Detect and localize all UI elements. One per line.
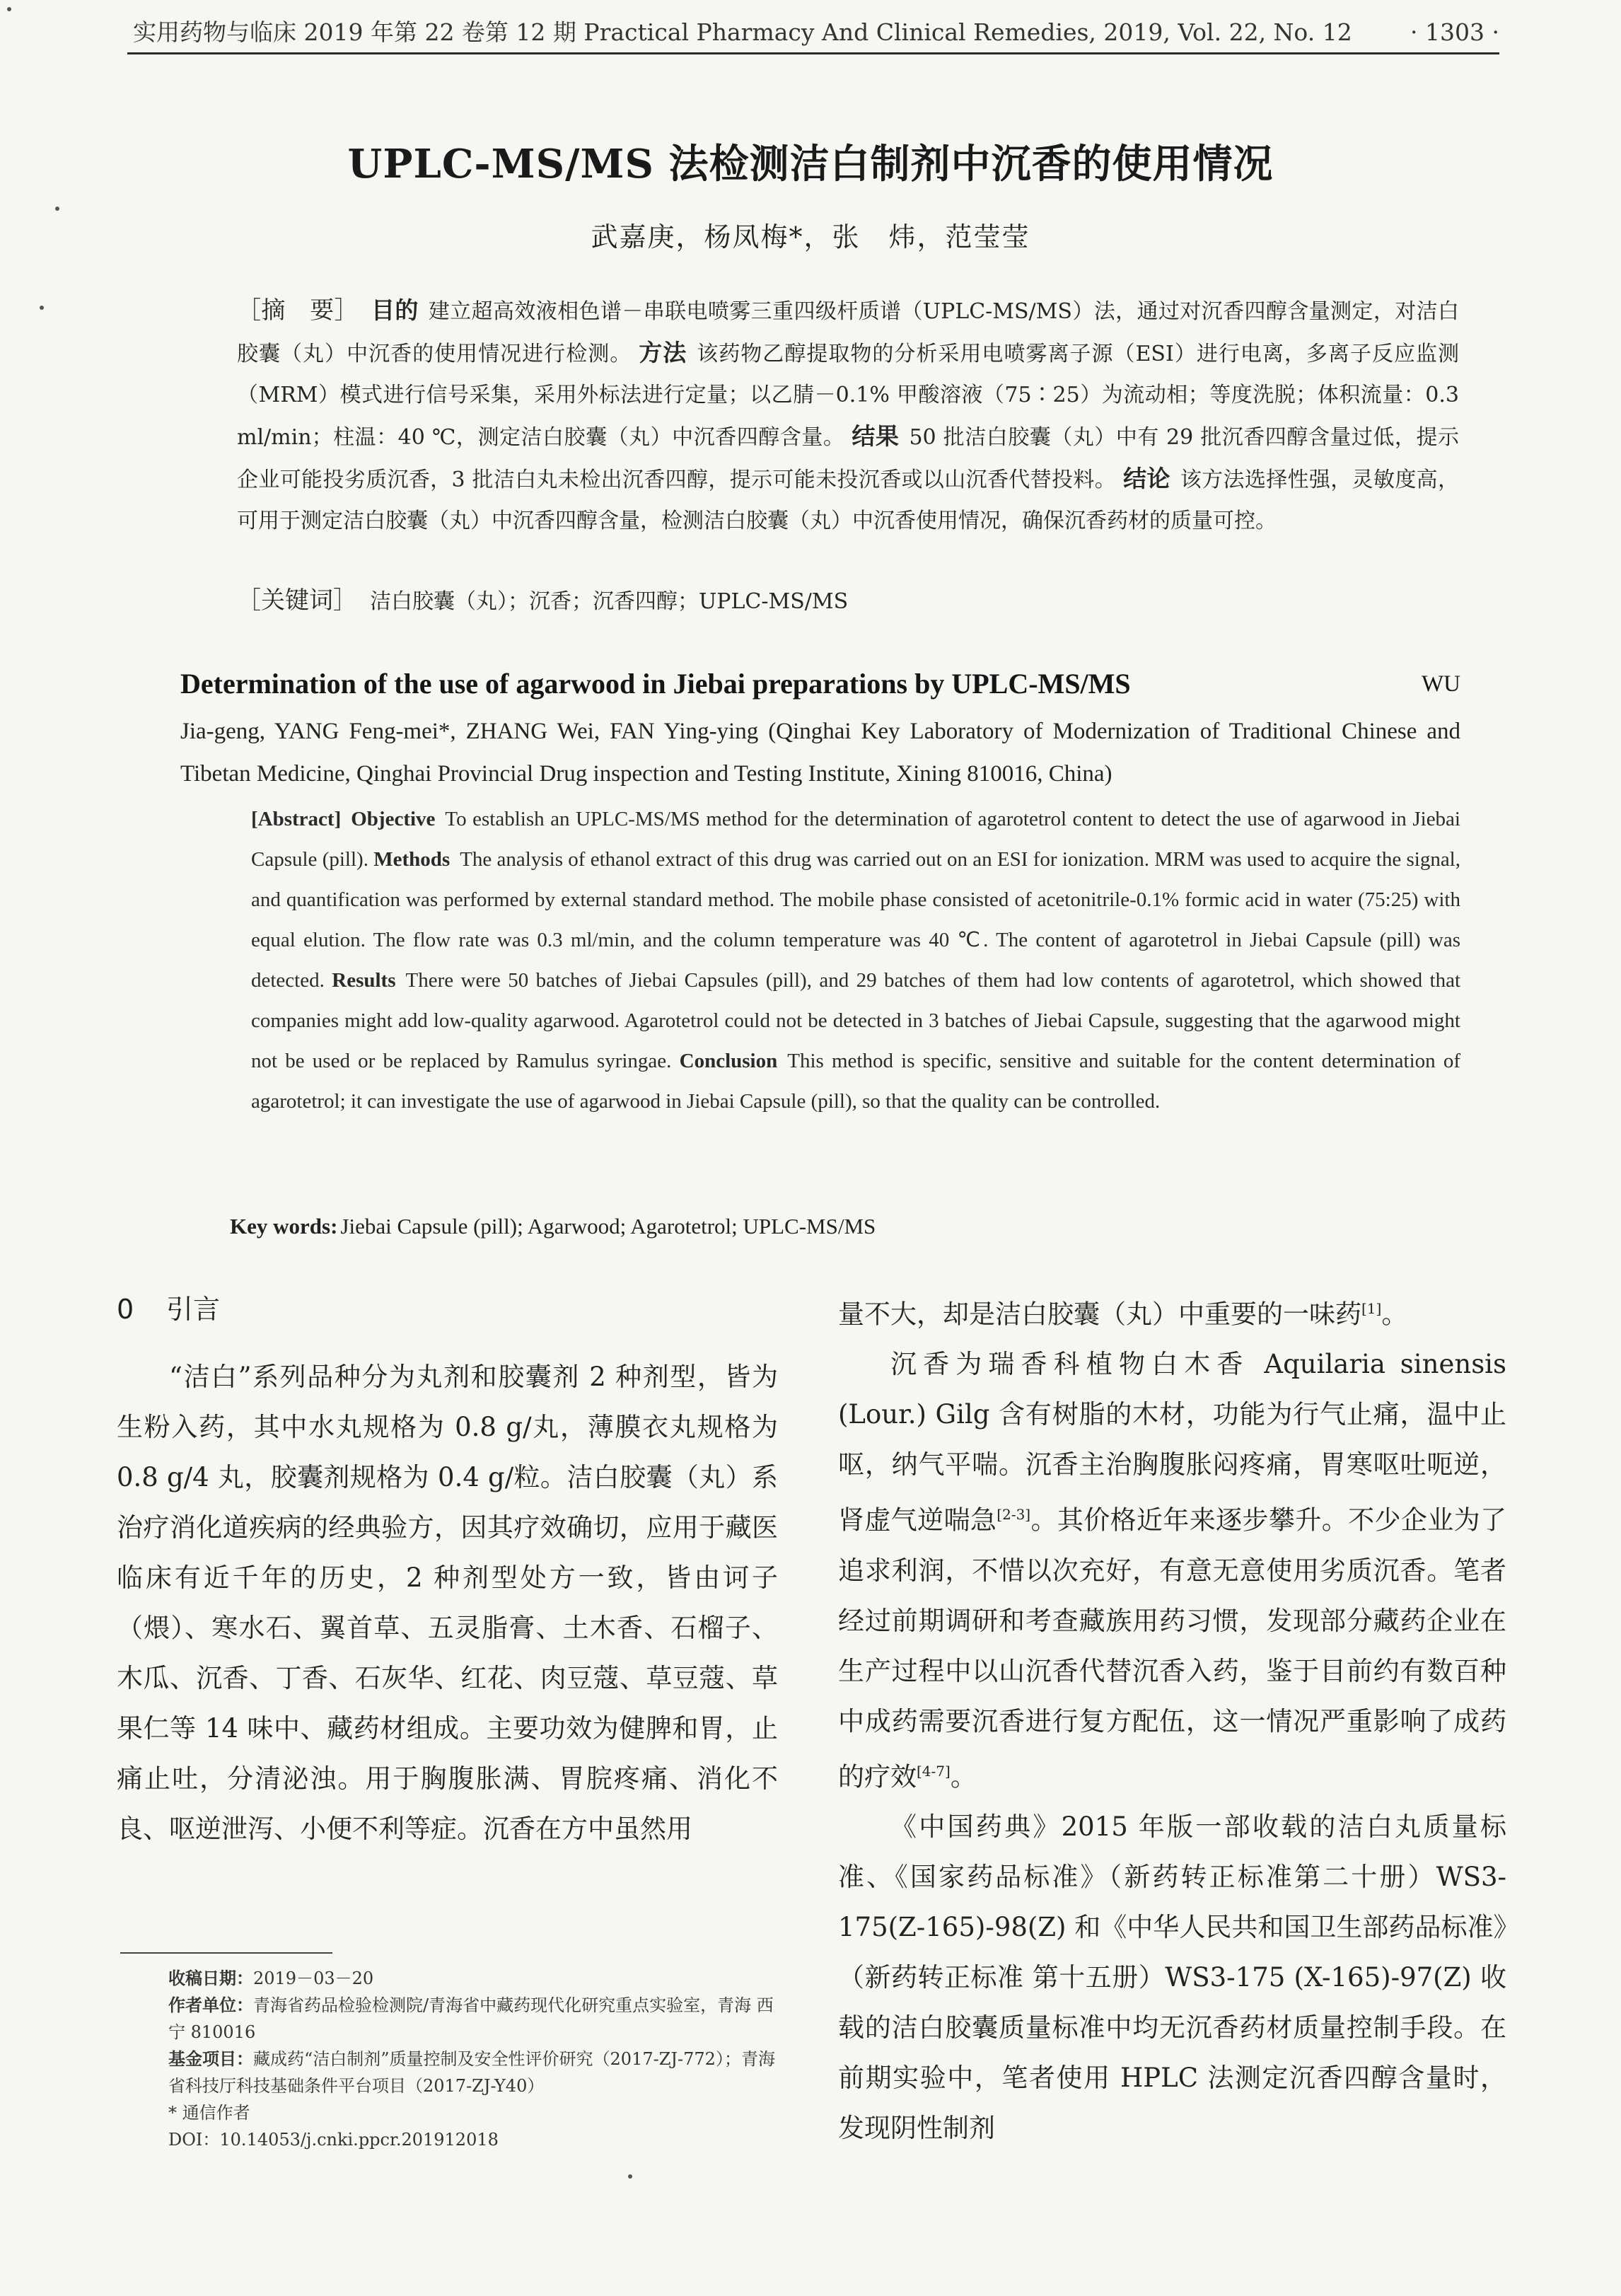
results-label: 结果 — [852, 422, 900, 450]
intro-paragraph: “洁白”系列品种分为丸剂和胶囊剂 2 种剂型，皆为生粉入药，其中水丸规格为 0.8 g/丸，薄膜衣丸规格为 0.8 g/4 丸，胶囊剂规格为 0.4 g/粒。洁白胶囊（丸）系治疗消化道疾病的经典验方，因其疗效确切，应用于藏医临床有近千年的历史，2 种剂型处方一致，皆由诃子（煨）、寒水石、翼首草、五灵脂膏、土木香、石榴子、木瓜、沉香、丁香、石灰华、红花、肉豆蔻、草豆蔻、草果仁等 14 味中、藏药材组成。主要功效为健脾和胃，止痛止吐，分清泌浊。用于胸腹胀满、胃脘疼痛、消化不良、呕逆泄泻、小便不利等症。沉香在方中虽然用 — [117, 1362, 778, 1844]
citation-ref: [2-3] — [997, 1506, 1031, 1524]
fund-value: 藏成药“洁白制剂”质量控制及安全性评价研究（2017-ZJ-772）；青海省科技厅科技基础条件平台项目（2017-ZJ-Y40） — [168, 2049, 775, 2096]
english-authors-affiliation: Jia-geng, YANG Feng-mei*, ZHANG Wei, FAN Ying-ying (Qinghai Key Laboratory of Modernization of Traditional Chinese and Tibetan Medicine, Qinghai Provincial Drug inspection and Testing Institute, Xining 810016, China) — [180, 719, 1460, 787]
en-conclusion-label: Conclusion — [679, 1050, 778, 1072]
unit-label: 作者单位： — [168, 1995, 253, 2015]
en-objective-label: Objective — [351, 808, 436, 830]
en-methods-label: Methods — [373, 848, 451, 871]
keywords-text: 洁白胶囊（丸）；沉香；沉香四醇；UPLC-MS/MS — [370, 589, 849, 614]
journal-citation: 实用药物与临床 2019 年第 22 卷第 12 期 Practical Pharmacy And Clinical Remedies, 2019, Vol. 22, No. 12 — [133, 18, 1352, 46]
scan-speck — [628, 2174, 632, 2179]
standards-paragraph: 《中国药典》2015 年版一部收载的洁白丸质量标准、《国家药品标准》（新药转正标准第二十册）WS3-175(Z-165)-98(Z) 和《中华人民共和国卫生部药品标准》（新药转正标准 第十五册）WS3-175 (X-165)-97(Z) 收载的洁白胶囊质量标准中均无沉香药材质量控制手段。在前期实验中，笔者使用 HPLC 法测定沉香四醇含量时，发现阴性制剂 — [838, 1811, 1506, 2143]
section-title: 引言 — [166, 1294, 221, 1325]
intro-continuation — [838, 1284, 1506, 1339]
english-title-text: Determination of the use of agarwood in Jiebai preparations by UPLC-MS/MS — [180, 668, 1131, 700]
en-results-text: There were 50 batches of Jiebai Capsules (pill), and 29 batches of them had low contents of agarotetrol, which showed that companies might add low-quality agarwood. Agarotetrol could not be detected in 3 batches of Jiebai Capsule, suggesting that the agarwood might not be used or be replaced by Ramulus syringae. — [251, 969, 1461, 1072]
received-value: 2019－03－20 — [253, 1969, 374, 1988]
results-text: 50 批洁白胶囊（丸）中有 29 批沉香四醇含量过低，提示企业可能投劣质沉香，3 批洁白丸未检出沉香四醇，提示可能未投沉香或以山沉香代替投料。 — [237, 425, 1459, 492]
footnotes — [120, 1965, 785, 2153]
corresponding-author: * 通信作者 — [168, 2103, 250, 2123]
paper-title: UPLC-MS/MS 法检测洁白制剂中沉香的使用情况 — [347, 141, 1274, 187]
scan-speck — [40, 306, 44, 310]
chinese-abstract — [180, 290, 1459, 542]
agarwood-text-end: 。 — [950, 1761, 977, 1792]
section-number: 0 — [117, 1294, 134, 1325]
en-keywords-label: Key words: — [230, 1214, 338, 1239]
continuation-text: 量不大，却是洁白胶囊（丸）中重要的一味药 — [838, 1299, 1361, 1330]
left-column — [117, 1284, 778, 1854]
chinese-keywords — [237, 580, 1453, 622]
citation-ref: [1] — [1361, 1300, 1382, 1317]
en-conclusion-text: This method is specific, sensitive and suitable for the content determination of agarotetrol; it can investigate the use of agarwood in Jiebai Capsule (pill), so that the quality can be controlled. — [251, 1050, 1461, 1113]
english-title — [180, 661, 1460, 707]
conclusion-label: 结论 — [1123, 465, 1170, 492]
en-methods-text: The analysis of ethanol extract of this drug was carried out on an ESI for ionization. MRM was used to acquire the signal, and quantification was performed by external standard method. The mobile phase consisted of acetonitrile-0.1% formic acid in water (75:25) with equal elution. The flow rate was 0.3 ml/min, and the column temperature was 40 ℃. The content of agarotetrol in Jiebai Capsule (pill) was detected. — [251, 848, 1460, 992]
page-number: · 1303 · — [1410, 18, 1499, 46]
objective-text: 建立超高效液相色谱－串联电喷雾三重四级杆质谱（UPLC-MS/MS）法，通过对沉香四醇含量测定，对洁白胶囊（丸）中沉香的使用情况进行检测。 — [237, 299, 1460, 366]
en-results-label: Results — [332, 969, 396, 992]
funding — [120, 2046, 785, 2099]
scan-speck — [55, 207, 59, 211]
agarwood-text-b: 。其价格近年来逐步攀升。不少企业为了追求利润，不惜以次充好，有意无意使用劣质沉香。笔者经过前期调研和考查藏族用药习惯，发现部分藏药企业在生产过程中以山沉香代替沉香入药，鉴于目前约有数百种中成药需要沉香进行复方配伍，这一情况严重影响了成药的疗效 — [838, 1504, 1506, 1792]
fund-label: 基金项目： — [168, 2049, 253, 2069]
received-label: 收稿日期： — [168, 1969, 253, 1988]
conclusion-text: 该方法选择性强，灵敏度高，可用于测定洁白胶囊（丸）中沉香四醇含量，检测洁白胶囊（丸）中沉香使用情况，确保沉香药材的质量可控。 — [237, 468, 1460, 533]
en-objective-text: To establish an UPLC-MS/MS method for the determination of agarotetrol content to detect the use of agarwood in Jiebai Capsule (pill). — [251, 808, 1460, 871]
methods-text: 该药物乙醇提取物的分析采用电喷雾离子源（ESI）进行电离，多离子反应监测（MRM）模式进行信号采集，采用外标法进行定量；以乙腈－0.1% 甲酸溶液（75∶25）为流动相；等度洗脱；体积流量：0.3 ml/min；柱温：40 ℃，测定洁白胶囊（丸）中沉香四醇含量。 — [237, 342, 1459, 450]
doi: DOI：10.14053/j.cnki.ppcr.201912018 — [168, 2130, 499, 2150]
english-author-start: WU — [1422, 671, 1460, 697]
en-abstract-label: [Abstract] — [251, 808, 342, 830]
methods-label: 方法 — [639, 339, 687, 366]
agarwood-paragraph — [838, 1339, 1506, 1802]
objective-label: 目的 — [371, 296, 419, 324]
abstract-label: ［摘 要］ — [237, 296, 359, 325]
english-abstract — [180, 799, 1460, 1122]
continuation-end: 。 — [1381, 1299, 1408, 1330]
en-keywords-text: Jiebai Capsule (pill); Agarwood; Agarotetrol; UPLC-MS/MS — [340, 1214, 876, 1239]
keywords-label: ［关键词］ — [237, 586, 357, 615]
section-heading — [117, 1284, 778, 1335]
agarwood-text-a: 沉香为瑞香科植物白木香 Aquilaria sinensis (Lour.) Gilg 含有树脂的木材，功能为行气止痛，温中止呕，纳气平喘。沉香主治胸腹胀闷疼痛，胃寒呕吐呃逆，肾虚气逆喘急 — [838, 1349, 1506, 1536]
english-keywords — [230, 1207, 1432, 1246]
author-unit — [120, 1992, 785, 2046]
running-header — [127, 13, 1499, 54]
received-date — [120, 1965, 785, 1992]
scan-speck — [7, 7, 11, 11]
citation-ref: [4-7] — [917, 1762, 951, 1780]
right-column — [838, 1284, 1506, 2153]
footnote-divider — [120, 1952, 332, 1954]
author-list: 武嘉庚，杨凤梅*，张 炜，范莹莹 — [591, 221, 1030, 253]
unit-value: 青海省药品检验检测院/青海省中藏药现代化研究重点实验室，青海 西宁 810016 — [168, 1995, 774, 2042]
